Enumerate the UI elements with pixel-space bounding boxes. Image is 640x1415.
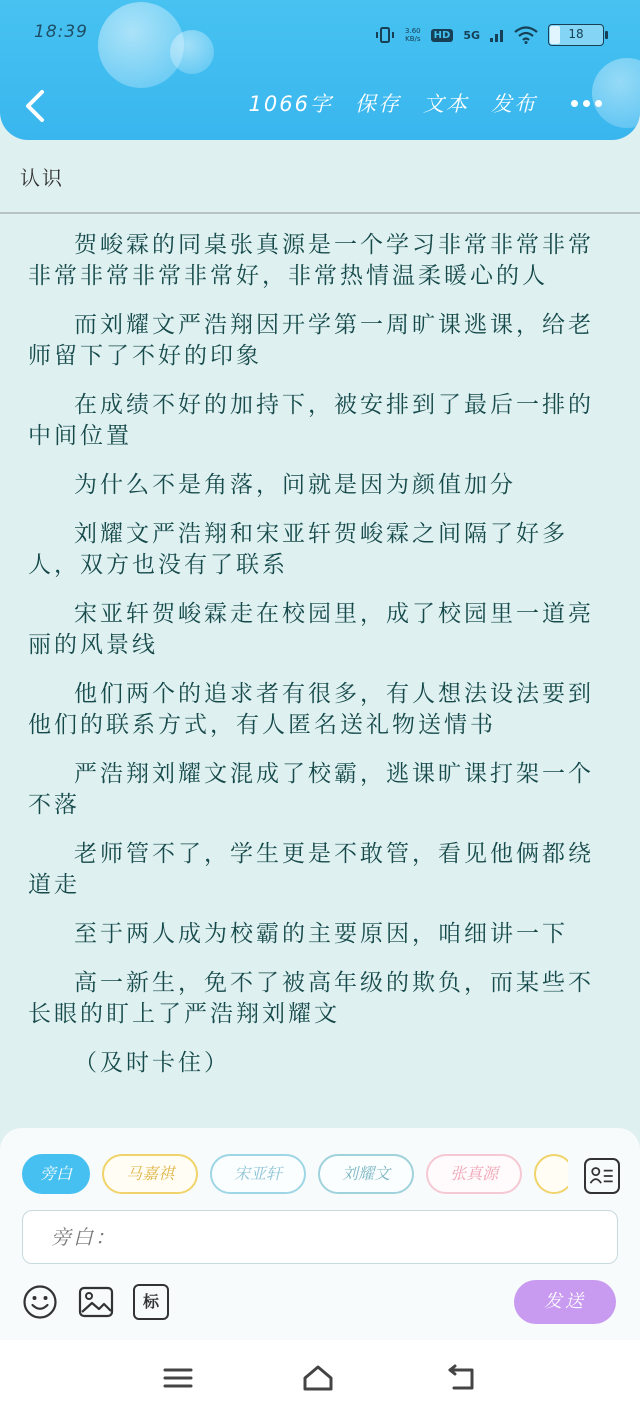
paragraph: 他们两个的追求者有很多，有人想法设法要到他们的联系方式，有人匿名送礼物送情书: [28, 681, 594, 738]
network-type: 5G: [463, 28, 480, 42]
menu-icon[interactable]: [162, 1362, 194, 1394]
wifi-icon: [514, 26, 538, 44]
chapter-title[interactable]: 认识: [20, 166, 64, 190]
system-nav-bar: [0, 1340, 640, 1415]
paragraph: 贺峻霖的同桌张真源是一个学习非常非常非常非常非常非常非常好，非常热情温柔暖心的人: [28, 232, 594, 289]
article-body[interactable]: [28, 230, 614, 1097]
dialogue-input-box[interactable]: [22, 1210, 618, 1264]
word-count: 1066字: [248, 92, 333, 116]
send-button[interactable]: 发送: [514, 1280, 616, 1324]
battery-fill: [550, 26, 560, 44]
role-chip-song-yaxuan[interactable]: 宋亚轩: [210, 1154, 306, 1194]
role-chip-ma-jiaqi[interactable]: 马嘉祺: [102, 1154, 198, 1194]
role-chip-more[interactable]: [534, 1154, 568, 1194]
vibrate-icon: [375, 25, 395, 45]
paragraph: 宋亚轩贺峻霖走在校园里，成了校园里一道亮丽的风景线: [28, 601, 594, 658]
save-button[interactable]: 保存: [355, 92, 401, 116]
signal-bars-icon: [490, 28, 504, 42]
status-time: 18:39: [34, 22, 88, 42]
paragraph: （及时卡住）: [74, 1050, 230, 1076]
battery-cap: [605, 31, 608, 39]
network-speed: [405, 27, 421, 43]
paragraph: 高一新生，免不了被高年级的欺负，而某些不长眼的盯上了严浩翔刘耀文: [28, 970, 594, 1027]
dialogue-input[interactable]: [23, 1211, 617, 1263]
text-button[interactable]: 文本: [423, 92, 469, 116]
role-chip-liu-yaowen[interactable]: 刘耀文: [318, 1154, 414, 1194]
image-icon[interactable]: [78, 1284, 114, 1320]
paragraph: 刘耀文严浩翔和宋亚轩贺峻霖之间隔了好多人，双方也没有了联系: [28, 521, 568, 578]
composer-panel: [0, 1128, 640, 1340]
paragraph: 老师管不了，学生更是不敢管，看见他俩都绕道走: [28, 841, 594, 898]
editor-toolbar: [249, 88, 602, 118]
more-dots-icon[interactable]: [571, 100, 602, 107]
hd-badge: HD: [431, 29, 454, 42]
publish-button[interactable]: 发布: [491, 92, 537, 116]
emoji-icon[interactable]: [22, 1284, 58, 1320]
role-list-icon[interactable]: [584, 1158, 620, 1194]
paragraph: 在成绩不好的加持下，被安排到了最后一排的中间位置: [28, 392, 594, 449]
paragraph: 为什么不是角落，问就是因为颜值加分: [74, 472, 516, 498]
battery-level: 18: [568, 27, 584, 41]
status-icons: [375, 22, 604, 48]
role-chip-list[interactable]: [22, 1154, 568, 1196]
top-header: [0, 0, 640, 140]
paragraph: 至于两人成为校霸的主要原因，咱细讲一下: [74, 921, 568, 947]
role-chip-narrator[interactable]: 旁白: [22, 1154, 90, 1194]
paragraph: 而刘耀文严浩翔因开学第一周旷课逃课，给老师留下了不好的印象: [28, 312, 594, 369]
nav-back-icon[interactable]: [446, 1362, 478, 1394]
divider: [0, 212, 640, 214]
network-speed-unit: KB/s: [405, 35, 421, 43]
home-icon[interactable]: [302, 1362, 334, 1394]
decorative-bubble: [170, 30, 214, 74]
mark-button[interactable]: 标: [133, 1284, 169, 1320]
role-chip-zhang-zhenyuan[interactable]: 张真源: [426, 1154, 522, 1194]
back-button[interactable]: [18, 86, 54, 126]
chevron-left-icon: [28, 92, 42, 120]
battery-indicator: [548, 24, 604, 46]
paragraph: 严浩翔刘耀文混成了校霸，逃课旷课打架一个不落: [28, 761, 594, 818]
network-speed-value: 3.60: [405, 27, 421, 35]
